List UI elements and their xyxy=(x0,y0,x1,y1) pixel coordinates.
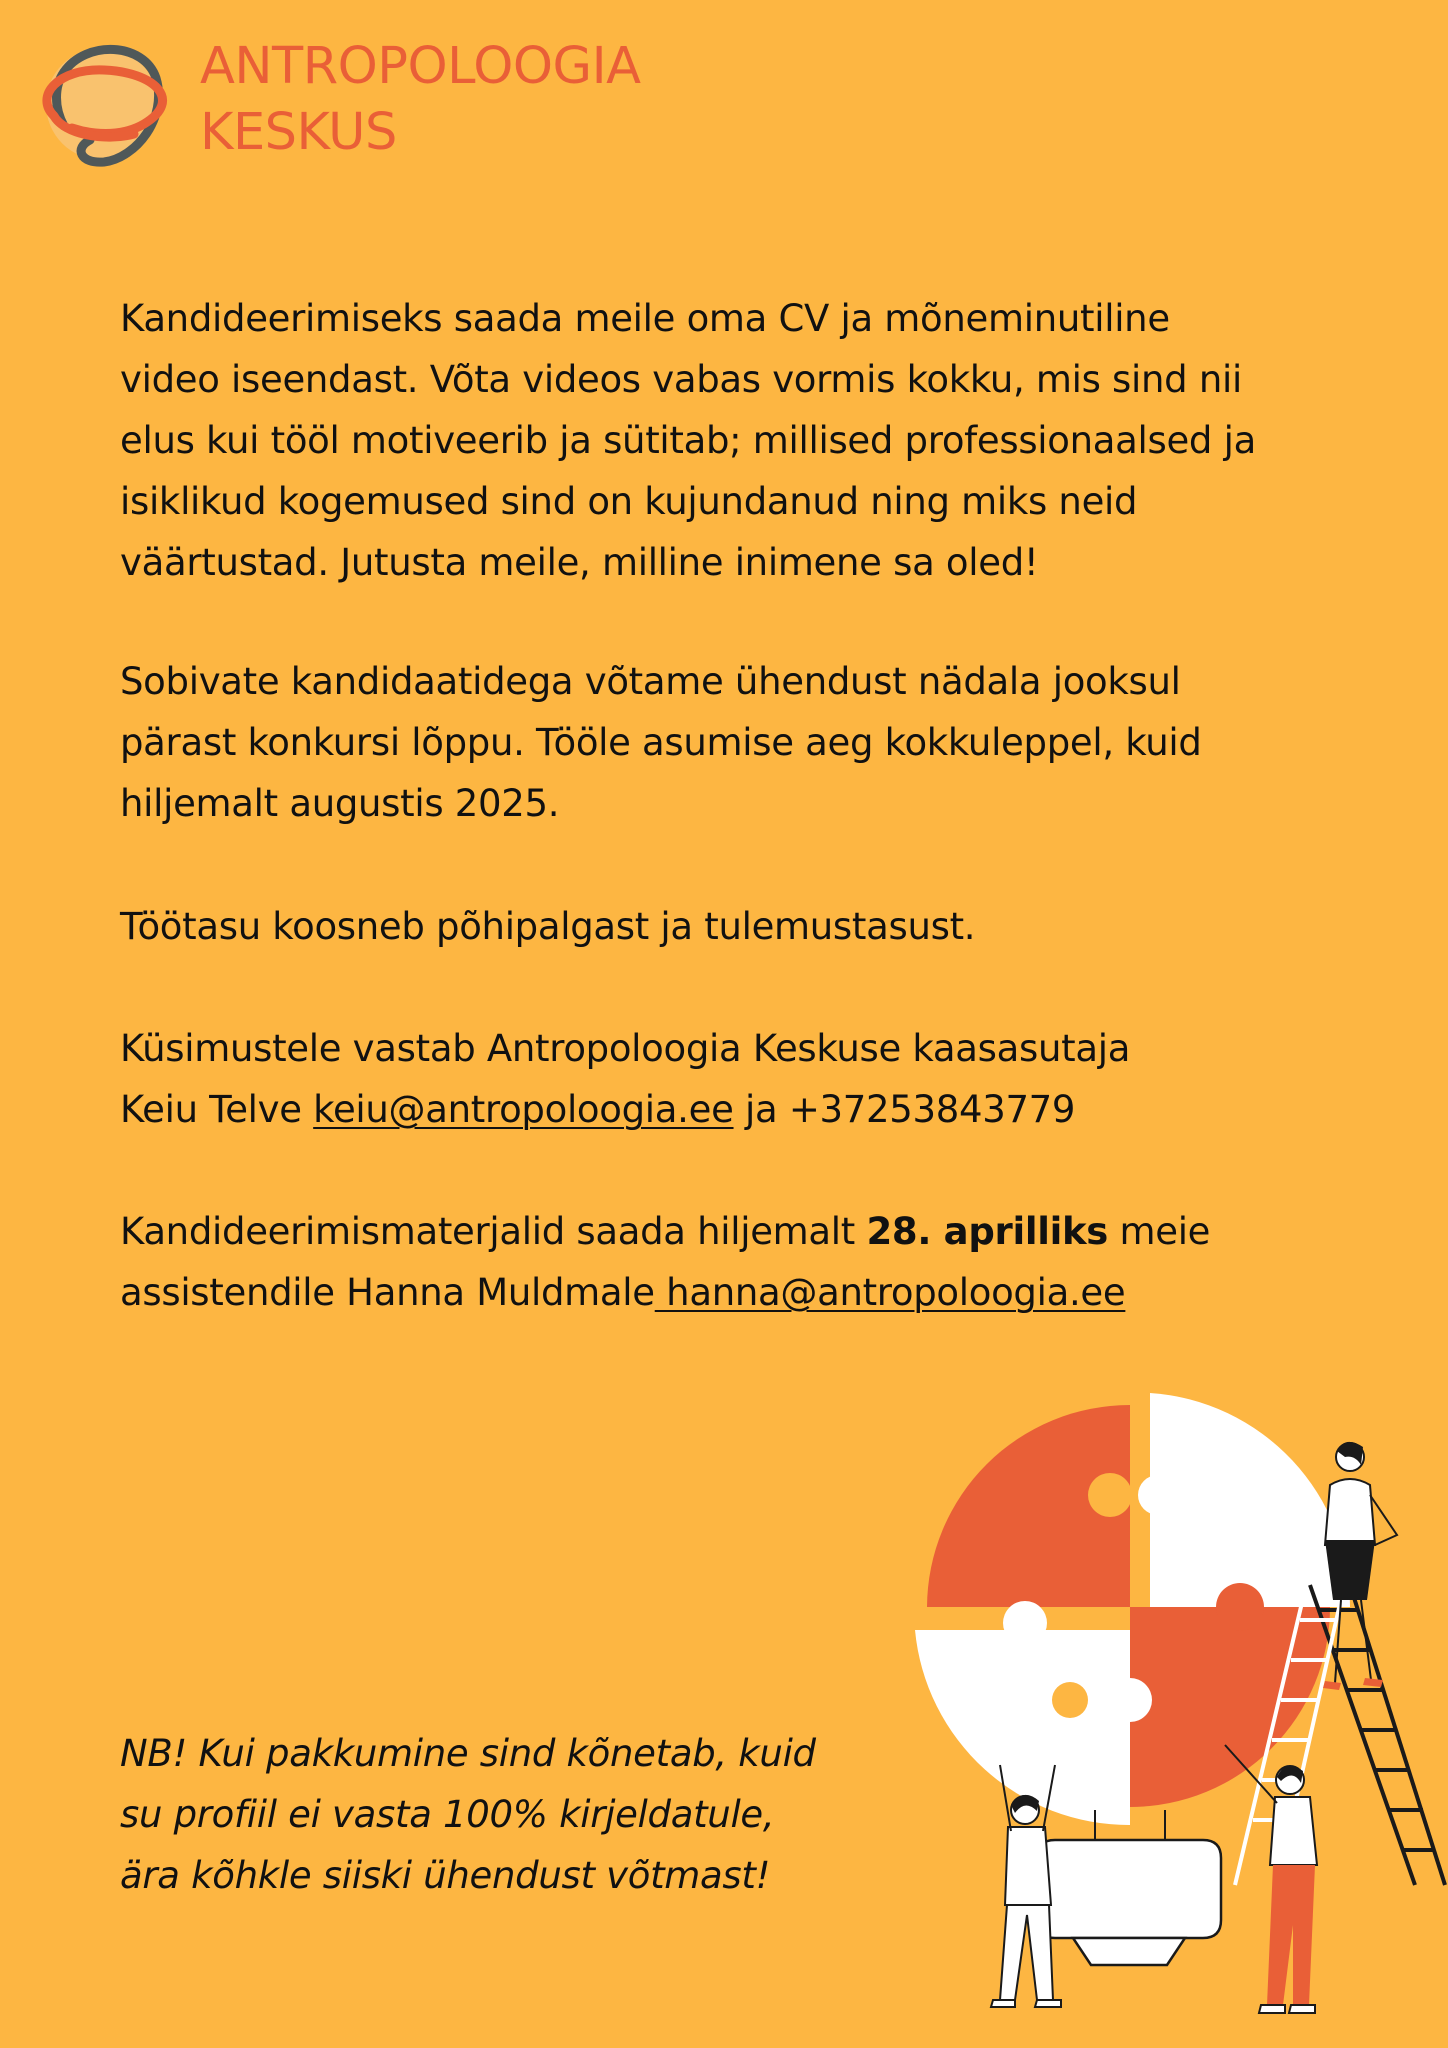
note-line: su profiil ei vasta 100% kirjeldatule, xyxy=(120,1793,775,1836)
contact-paragraph xyxy=(120,1018,1350,1140)
text-line: isiklikud kogemused sind on kujundanud ning miks neid xyxy=(120,480,1138,523)
puzzle-lightbulb-team-icon xyxy=(905,1385,1448,2048)
logo xyxy=(24,26,724,176)
note xyxy=(120,1723,900,1906)
timeline-paragraph xyxy=(120,651,1350,834)
logo-line-1: ANTROPOLOOGIA xyxy=(200,37,641,96)
text-line xyxy=(120,1262,1350,1323)
text-line: väärtustad. Jutusta meile, milline inimene sa oled! xyxy=(120,541,1039,584)
note-line: ära kõhkle siiski ühendust võtmast! xyxy=(120,1854,771,1897)
text-line: Sobivate kandidaatidega võtame ühendust nädala jooksul xyxy=(120,660,1181,703)
text-line xyxy=(120,1201,1350,1262)
text-line: Kandideerimiseks saada meile oma CV ja mõneminutiline xyxy=(120,297,1170,340)
note-line: NB! Kui pakkumine sind kõnetab, kuid xyxy=(120,1732,816,1775)
deadline-prefix: Kandideerimismaterjalid saada hiljemalt xyxy=(120,1210,867,1253)
deadline-paragraph xyxy=(120,1201,1350,1323)
contact-phone: +37253843779 xyxy=(788,1088,1076,1131)
contact-email-link[interactable]: keiu@antropoloogia.ee xyxy=(313,1088,734,1131)
assistant-name: assistendile Hanna Muldmale xyxy=(120,1271,655,1314)
text-line: hiljemalt augustis 2025. xyxy=(120,782,560,825)
text-line: video iseendast. Võta videos vabas vormis kokku, mis sind nii xyxy=(120,358,1242,401)
text-line: elus kui tööl motiveerib ja sütitab; millised professionaalsed ja xyxy=(120,419,1256,462)
contact-connector: ja xyxy=(733,1088,789,1131)
assistant-email-link[interactable]: hanna@antropoloogia.ee xyxy=(654,1271,1126,1314)
logo-wordmark xyxy=(200,34,641,166)
application-paragraph xyxy=(120,288,1350,593)
main-content xyxy=(120,288,1350,1323)
salary-paragraph: Töötasu koosneb põhipalgast ja tulemustasust. xyxy=(120,905,976,948)
logo-line-2: KESKUS xyxy=(200,103,397,162)
contact-name: Keiu Telve xyxy=(120,1088,314,1131)
text-line: pärast konkursi lõppu. Tööle asumise aeg kokkuleppel, kuid xyxy=(120,721,1202,764)
deadline-date: 28. aprilliks xyxy=(866,1210,1109,1253)
globe-logo-icon xyxy=(24,30,174,170)
deadline-suffix: meie xyxy=(1108,1210,1211,1253)
text-line xyxy=(120,1079,1350,1140)
text-line: Küsimustele vastab Antropoloogia Keskuse kaasasutaja xyxy=(120,1027,1131,1070)
